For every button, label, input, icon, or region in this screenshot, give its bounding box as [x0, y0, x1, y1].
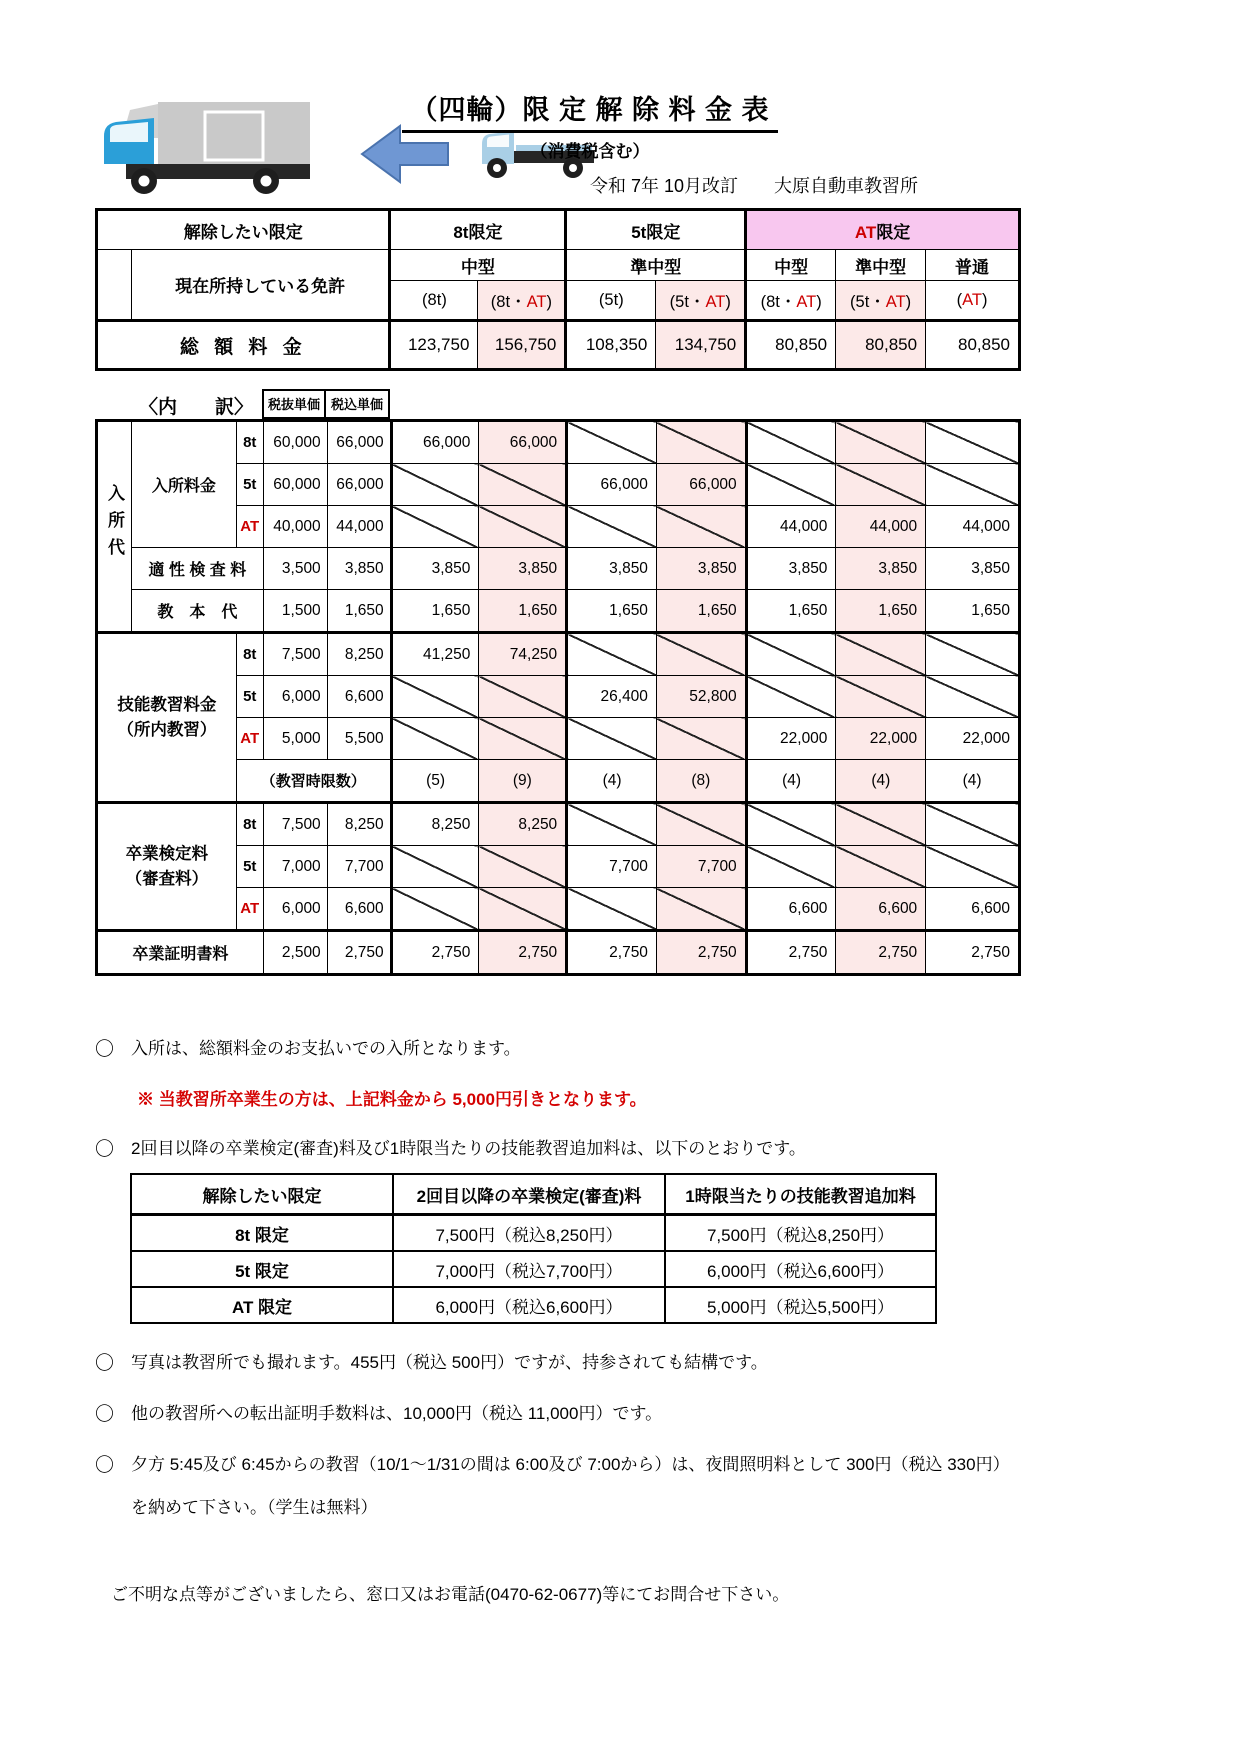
unit-price-inc: 1,650 — [327, 590, 391, 633]
price-cell: 66,000 — [391, 421, 479, 464]
na-cell — [391, 718, 479, 760]
na-cell — [746, 846, 836, 888]
na-cell — [836, 803, 926, 846]
price-cell: 3,850 — [656, 548, 746, 590]
tax-included-note: （消費税含む） — [530, 142, 650, 161]
table-row — [131, 1287, 936, 1323]
item-label-shomeisho: 卒業証明書料 — [97, 931, 264, 975]
unit-ex-header: 税抜単価 — [262, 389, 326, 419]
sub-label-5t: 5t — [236, 464, 263, 506]
sub-license-header: (5t・AT) — [656, 281, 746, 321]
page-header — [0, 0, 1241, 208]
unit-price-ex: 3,500 — [263, 548, 327, 590]
price-cell: 80,850 — [926, 321, 1020, 370]
price-cell: 80,850 — [836, 321, 926, 370]
price-cell: 1,650 — [656, 590, 746, 633]
na-cell — [926, 846, 1020, 888]
revision-line — [590, 172, 1150, 198]
unit-price-inc: 66,000 — [327, 464, 391, 506]
na-cell — [479, 718, 567, 760]
unit-price-inc: 6,600 — [327, 888, 391, 931]
price-cell: 44,000 — [746, 506, 836, 548]
price-cell: 80,850 — [746, 321, 836, 370]
item-label-tekisei: 適 性 検 査 料 — [131, 548, 263, 590]
breakdown-header-strip — [130, 385, 1021, 419]
school-name: 大原自動車教習所 — [774, 176, 919, 196]
item-label-kyohon: 教 本 代 — [131, 590, 263, 633]
na-cell — [391, 506, 479, 548]
retake-cell: 6,000円（税込6,600円） — [393, 1287, 665, 1323]
sub-license-header: (AT) — [926, 281, 1020, 321]
total-fee-label: 総 額 料 金 — [97, 321, 390, 370]
price-cell: 2,750 — [479, 931, 567, 975]
na-cell — [926, 464, 1020, 506]
na-cell — [479, 888, 567, 931]
retake-row-label: AT 限定 — [131, 1287, 393, 1323]
price-cell: 2,750 — [926, 931, 1020, 975]
price-cell: 134,750 — [656, 321, 746, 370]
sub-license-header: (5t・AT) — [836, 281, 926, 321]
unit-price-ex: 7,000 — [263, 846, 327, 888]
sub-license-header: (5t) — [566, 281, 656, 321]
na-cell — [656, 718, 746, 760]
na-cell — [656, 421, 746, 464]
price-cell: 1,650 — [746, 590, 836, 633]
note-photo — [95, 1348, 1021, 1375]
note-night-fee — [95, 1450, 1021, 1477]
price-cell: 3,850 — [479, 548, 567, 590]
revision-date: 令和 7年 10月改訂 — [590, 176, 739, 196]
sub-license-header: (8t) — [390, 281, 478, 321]
price-cell: 6,600 — [746, 888, 836, 931]
price-cell: 3,850 — [746, 548, 836, 590]
circle-bullet-icon: 〇 — [95, 1455, 115, 1476]
circle-bullet-icon: 〇 — [95, 1039, 115, 1060]
price-cell: 6,600 — [926, 888, 1020, 931]
sub-license-header: (8t・AT) — [746, 281, 836, 321]
breakdown-caption: 〈内 訳〉 — [138, 397, 253, 418]
note-transfer — [95, 1399, 1021, 1426]
na-cell — [479, 506, 567, 548]
na-cell — [926, 421, 1020, 464]
circle-bullet-icon: 〇 — [95, 1353, 115, 1374]
at-red-text: AT — [854, 222, 877, 242]
unit-price-ex: 6,000 — [263, 888, 327, 931]
unit-price-inc: 6,600 — [327, 676, 391, 718]
unit-price-inc: 66,000 — [327, 421, 391, 464]
unit-price-ex: 7,500 — [263, 633, 327, 676]
circle-bullet-icon: 〇 — [95, 1139, 115, 1160]
price-cell: 2,750 — [746, 931, 836, 975]
unit-price-ex: 60,000 — [263, 421, 327, 464]
price-cell: 6,600 — [836, 888, 926, 931]
price-cell: 52,800 — [656, 676, 746, 718]
sub-label-8t: 8t — [236, 633, 263, 676]
na-cell — [567, 633, 657, 676]
sub-label-at: AT — [236, 506, 263, 548]
price-cell: 41,250 — [391, 633, 479, 676]
note-text: 写真は教習所でも撮れます。455円（税込 500円）ですが、持参されても結構です。 — [131, 1353, 768, 1372]
na-cell — [479, 464, 567, 506]
license-type-header: 普通 — [926, 250, 1020, 281]
na-cell — [746, 421, 836, 464]
unit-price-inc: 8,250 — [327, 633, 391, 676]
price-cell: 3,850 — [836, 548, 926, 590]
na-cell — [836, 676, 926, 718]
price-cell: 2,750 — [656, 931, 746, 975]
na-cell — [926, 676, 1020, 718]
na-cell — [746, 464, 836, 506]
note-text: 入所は、総額料金のお支払いでの入所となります。 — [131, 1039, 521, 1058]
price-cell: (4) — [836, 760, 926, 803]
price-cell: 22,000 — [926, 718, 1020, 760]
price-cell: 1,650 — [836, 590, 926, 633]
na-cell — [391, 464, 479, 506]
group-5t-header: 5t限定 — [566, 210, 746, 250]
license-type-header: 中型 — [746, 250, 836, 281]
sheet-content — [95, 208, 1021, 1605]
price-cell: 2,750 — [391, 931, 479, 975]
price-cell: 1,650 — [391, 590, 479, 633]
price-cell: 1,650 — [567, 590, 657, 633]
total-fee-table — [95, 208, 1021, 371]
sub-license-header: (8t・AT) — [478, 281, 566, 321]
price-cell: 1,650 — [479, 590, 567, 633]
unit-inc-header: 税込単価 — [326, 389, 390, 419]
retake-cell: 7,000円（税込7,700円） — [393, 1251, 665, 1287]
sub-label-5t: 5t — [236, 846, 263, 888]
unit-price-inc: 3,850 — [327, 548, 391, 590]
spacer-cell — [97, 250, 132, 321]
price-cell: 3,850 — [567, 548, 657, 590]
na-cell — [926, 803, 1020, 846]
note-text: 夕方 5:45及び 6:45からの教習（10/1～1/31の間は 6:00及び 7:00から）は、夜間照明料として 300円（税込 330円） — [131, 1455, 1010, 1474]
na-cell — [746, 803, 836, 846]
retake-header-cell: 解除したい限定 — [131, 1174, 393, 1215]
sub-label-at: AT — [236, 888, 263, 931]
na-cell — [656, 633, 746, 676]
price-cell: 3,850 — [926, 548, 1020, 590]
retake-cell: 7,500円（税込8,250円） — [665, 1215, 936, 1252]
price-cell: 44,000 — [926, 506, 1020, 548]
price-cell: 3,850 — [391, 548, 479, 590]
price-cell: 108,350 — [566, 321, 656, 370]
price-cell: (5) — [391, 760, 479, 803]
fee-breakdown-table — [95, 419, 1021, 976]
na-cell — [391, 676, 479, 718]
circle-bullet-icon: 〇 — [95, 1404, 115, 1425]
unit-price-inc: 8,250 — [327, 803, 391, 846]
license-type-header: 準中型 — [836, 250, 926, 281]
unit-price-inc: 7,700 — [327, 846, 391, 888]
unit-price-ex: 40,000 — [263, 506, 327, 548]
note-graduate-discount: ※ 当教習所卒業生の方は、上記料金から 5,000円引きとなります。 — [137, 1090, 647, 1109]
retake-cell: 6,000円（税込6,600円） — [665, 1251, 936, 1287]
na-cell — [656, 803, 746, 846]
group-8t-header: 8t限定 — [390, 210, 566, 250]
price-cell: (4) — [567, 760, 657, 803]
price-cell: 1,650 — [926, 590, 1020, 633]
corner-release-limit: 解除したい限定 — [97, 210, 390, 250]
item-label-nyusho: 入所料金 — [131, 421, 236, 548]
unit-price-inc: 44,000 — [327, 506, 391, 548]
na-cell — [567, 803, 657, 846]
retake-cell: 7,500円（税込8,250円） — [393, 1215, 665, 1252]
note-retake-intro — [95, 1134, 1021, 1161]
price-cell: 8,250 — [391, 803, 479, 846]
price-cell: 74,250 — [479, 633, 567, 676]
notes-section — [95, 1034, 1021, 1605]
unit-price-ex: 2,500 — [263, 931, 327, 975]
price-cell: 2,750 — [836, 931, 926, 975]
sub-label-at: AT — [236, 718, 263, 760]
retake-row-label: 8t 限定 — [131, 1215, 393, 1252]
retake-header-cell: 1時限当たりの技能教習追加料 — [665, 1174, 936, 1215]
na-cell — [567, 718, 657, 760]
retake-header-cell: 2回目以降の卒業検定(審査)料 — [393, 1174, 665, 1215]
group-label-ginou: 技能教習料金 （所内教習） — [97, 633, 237, 803]
price-cell: 66,000 — [656, 464, 746, 506]
price-cell: (8) — [656, 760, 746, 803]
jigen-label: （教習時限数） — [236, 760, 391, 803]
contact-footer: ご不明な点等がございましたら、窓口又はお電話(0470-62-0677)等にてお問合せ下さい。 — [111, 1585, 790, 1604]
na-cell — [836, 846, 926, 888]
retake-fee-table — [130, 1173, 937, 1324]
price-cell: 22,000 — [836, 718, 926, 760]
price-cell: 8,250 — [479, 803, 567, 846]
unit-price-ex: 1,500 — [263, 590, 327, 633]
na-cell — [656, 888, 746, 931]
na-cell — [391, 888, 479, 931]
unit-price-ex: 60,000 — [263, 464, 327, 506]
page-title: （四輪）限 定 解 除 料 金 表 — [402, 88, 777, 133]
na-cell — [836, 421, 926, 464]
price-cell: 7,700 — [656, 846, 746, 888]
unit-price-ex: 7,500 — [263, 803, 327, 846]
unit-price-inc: 2,750 — [327, 931, 391, 975]
sub-label-5t: 5t — [236, 676, 263, 718]
price-cell: 44,000 — [836, 506, 926, 548]
license-type-header: 準中型 — [566, 250, 746, 281]
sub-label-8t: 8t — [236, 803, 263, 846]
table-row — [131, 1215, 936, 1252]
group-label-nyushodai: 入所代 — [97, 421, 132, 633]
price-cell: 156,750 — [478, 321, 566, 370]
table-row — [131, 1251, 936, 1287]
retake-row-label: 5t 限定 — [131, 1251, 393, 1287]
na-cell — [746, 633, 836, 676]
note-text: 他の教習所への転出証明手数料は、10,000円（税込 11,000円）です。 — [131, 1404, 663, 1423]
note-entrance — [95, 1034, 1021, 1061]
unit-price-inc: 5,500 — [327, 718, 391, 760]
corner-current-license: 現在所持している免許 — [131, 250, 390, 321]
large-truck-icon — [104, 102, 310, 194]
unit-price-ex: 5,000 — [263, 718, 327, 760]
na-cell — [479, 846, 567, 888]
price-cell: 7,700 — [567, 846, 657, 888]
price-cell: 26,400 — [567, 676, 657, 718]
price-cell: (9) — [479, 760, 567, 803]
price-cell: 66,000 — [567, 464, 657, 506]
at-black-text: 限定 — [876, 222, 911, 242]
price-cell: 66,000 — [479, 421, 567, 464]
na-cell — [567, 506, 657, 548]
na-cell — [391, 846, 479, 888]
sub-label-8t: 8t — [236, 421, 263, 464]
price-cell: (4) — [926, 760, 1020, 803]
na-cell — [656, 506, 746, 548]
na-cell — [836, 633, 926, 676]
na-cell — [479, 676, 567, 718]
note-night-fee-cont: を納めて下さい。（学生は無料） — [131, 1498, 378, 1517]
unit-price-ex: 6,000 — [263, 676, 327, 718]
na-cell — [926, 633, 1020, 676]
group-label-sotsuken: 卒業検定料 （審査料） — [97, 803, 237, 931]
license-type-header: 中型 — [390, 250, 566, 281]
price-cell: (4) — [746, 760, 836, 803]
na-cell — [567, 421, 657, 464]
na-cell — [567, 888, 657, 931]
group-at-header — [746, 210, 1020, 250]
price-cell: 2,750 — [567, 931, 657, 975]
retake-cell: 5,000円（税込5,500円） — [665, 1287, 936, 1323]
note-text: 2回目以降の卒業検定(審査)料及び1時限当たりの技能教習追加料は、以下のとおりです。 — [131, 1139, 806, 1158]
price-cell: 123,750 — [390, 321, 478, 370]
price-cell: 22,000 — [746, 718, 836, 760]
na-cell — [836, 464, 926, 506]
na-cell — [746, 676, 836, 718]
